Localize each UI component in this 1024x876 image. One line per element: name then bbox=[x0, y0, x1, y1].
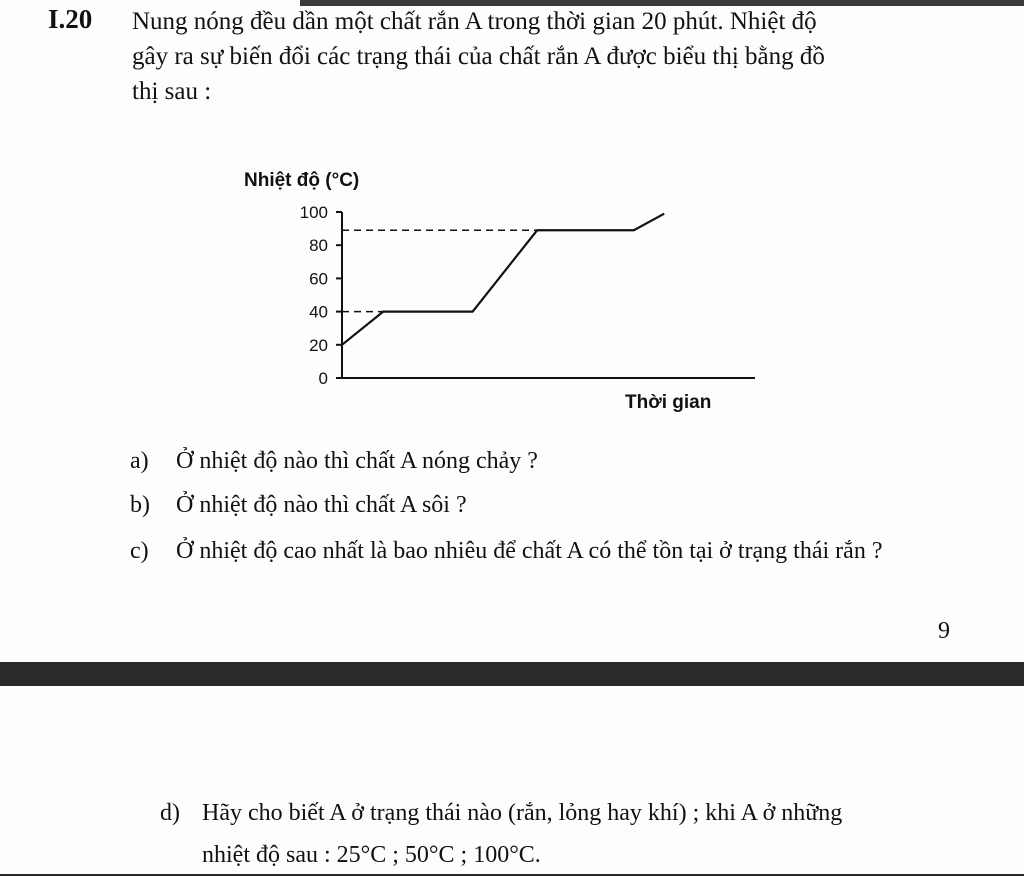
y-tick-label: 0 bbox=[318, 369, 328, 388]
question-c bbox=[130, 538, 882, 565]
intro-line-2: gây ra sự biến đổi các trạng thái của chất rắn A được biểu thị bằng đồ bbox=[132, 43, 825, 70]
page-number: 9 bbox=[938, 618, 950, 644]
y-tick-label: 60 bbox=[309, 269, 328, 289]
y-tick-label: 100 bbox=[299, 203, 328, 222]
question-a-text: Ở nhiệt độ nào thì chất A nóng chảy ? bbox=[176, 448, 538, 474]
problem-intro bbox=[132, 4, 962, 109]
question-d-line-2: nhiệt độ sau : 25°C ; 50°C ; 100°C. bbox=[202, 842, 541, 868]
question-d bbox=[160, 792, 980, 876]
temperature-chart bbox=[230, 160, 770, 430]
y-tick-label: 20 bbox=[309, 335, 328, 355]
question-b-text: Ở nhiệt độ nào thì chất A sôi ? bbox=[176, 492, 467, 518]
question-d-line-1: Hãy cho biết A ở trạng thái nào (rắn, lỏng hay khí) ; khi A ở những bbox=[202, 800, 843, 826]
question-a-label: a) bbox=[130, 448, 149, 474]
y-tick-label: 40 bbox=[309, 302, 328, 322]
question-d-label: d) bbox=[160, 800, 180, 826]
reference-lines bbox=[342, 230, 537, 311]
problem-number: I.20 bbox=[48, 4, 93, 34]
y-tick-label: 80 bbox=[309, 236, 328, 256]
intro-line-1: Nung nóng đều dần một chất rắn A trong thời gian 20 phút. Nhiệt độ bbox=[132, 8, 817, 35]
question-c-label: c) bbox=[130, 538, 149, 564]
intro-line-3: thị sau : bbox=[132, 78, 212, 105]
question-b-label: b) bbox=[130, 492, 150, 518]
x-axis-label: Thời gian bbox=[625, 392, 712, 413]
y-ticks bbox=[300, 203, 342, 388]
temperature-series-line bbox=[342, 214, 664, 345]
question-c-text: Ở nhiệt độ cao nhất là bao nhiêu để chất A có thể tồn tại ở trạng thái rắn ? bbox=[176, 538, 883, 564]
y-axis-label: Nhiệt độ (°C) bbox=[244, 170, 360, 191]
question-a bbox=[130, 448, 538, 475]
question-b bbox=[130, 492, 467, 519]
